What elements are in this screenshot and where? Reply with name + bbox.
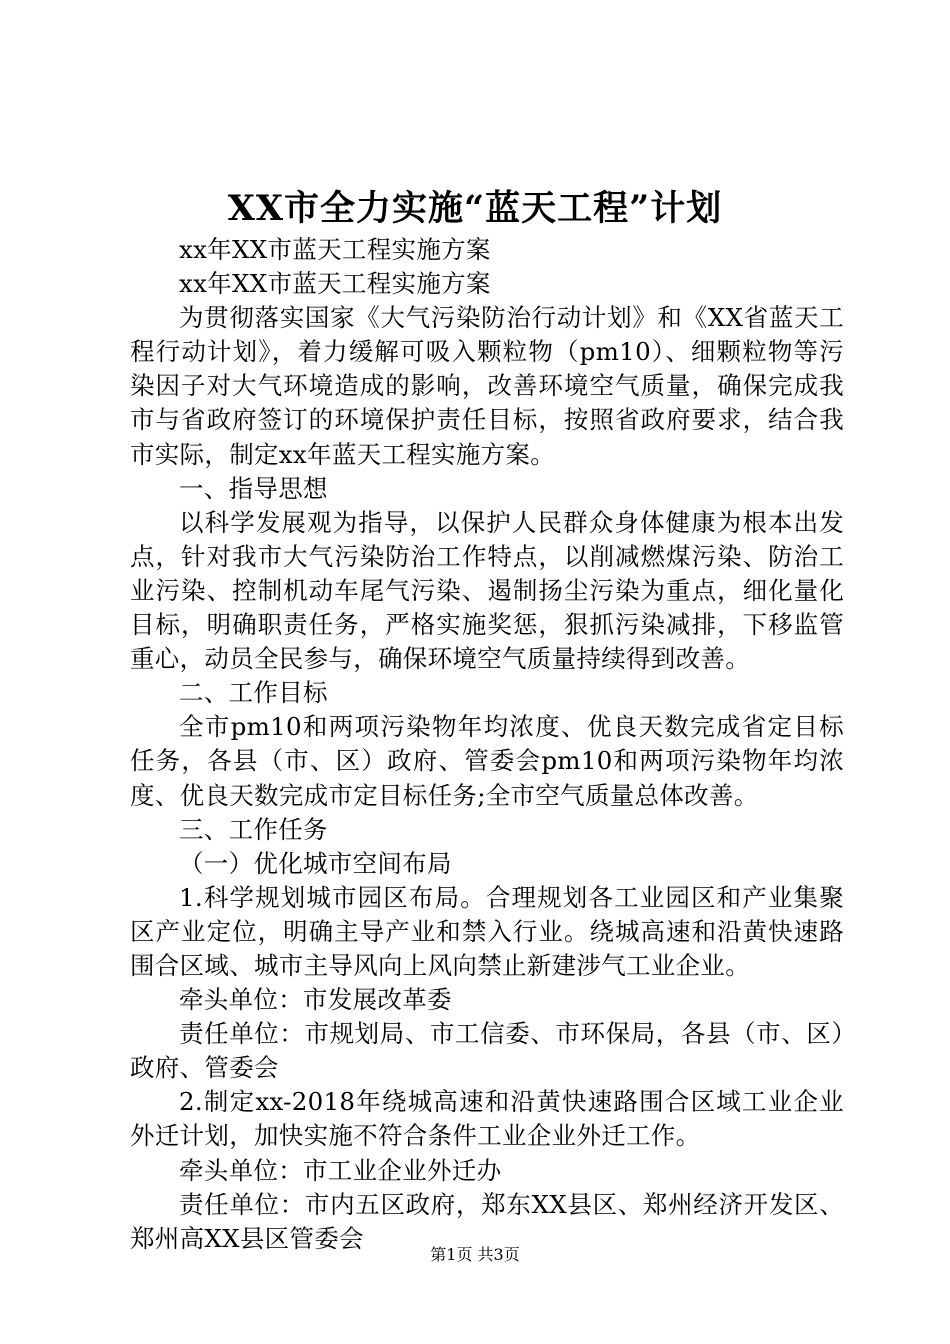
section-heading-work-goals: 二、工作目标 — [179, 678, 328, 708]
section-heading-work-tasks: 三、工作任务 — [179, 814, 328, 844]
paragraph-intro: 为贯彻落实国家《大气污染防治行动计划》和《XX省蓝天工程行动计划》，着力缓解可吸入颗粒物（pm10）、细颗粒物等污染因子对大气环境造成的影响，改善环境空气质量，确保完成我市与省政府签订的环境保护责任目标，按照省政府要求，结合我市实际，制定xx年蓝天工程实施方案。 — [130, 303, 844, 469]
paragraph-lead-unit-2: 牵头单位：市工业企业外迁办 — [179, 1155, 502, 1185]
paragraph-task-2: 2.制定xx-2018年绕城高速和沿黄快速路围合区域工业企业外迁计划，加快实施不符合条件工业企业外迁工作。 — [130, 1087, 844, 1151]
document-title: XX市全力实施“蓝天工程”计划 — [227, 188, 723, 229]
paragraph-work-goals: 全市pm10和两项污染物年均浓度、优良天数完成省定目标任务，各县（市、区）政府、管委会pm10和两项污染物年均浓度、优良天数完成市定目标任务;全市空气质量总体改善。 — [130, 712, 844, 810]
paragraph-task-1: 1.科学规划城市园区布局。合理规划各工业园区和产业集聚区产业定位，明确主导产业和禁入行业。绕城高速和沿黄快速路围合区域、城市主导风向上风向禁止新建涉气工业企业。 — [130, 882, 844, 980]
document-body — [130, 233, 844, 1256]
page-footer: 第1页 共3页 — [430, 1245, 520, 1264]
subsection-heading-urban-layout: （一）优化城市空间布局 — [179, 848, 452, 878]
paragraph-lead-unit-1: 牵头单位：市发展改革委 — [179, 985, 452, 1015]
section-heading-guiding-thought: 一、指导思想 — [179, 473, 328, 503]
paragraph-responsible-units-1: 责任单位：市规划局、市工信委、市环保局，各县（市、区）政府、管委会 — [130, 1019, 844, 1083]
paragraph-responsible-units-2: 责任单位：市内五区政府，郑东XX县区、郑州经济开发区、郑州高XX县区管委会 — [130, 1189, 844, 1253]
paragraph-subtitle-2: xx年XX市蓝天工程实施方案 — [179, 269, 491, 299]
paragraph-subtitle-1: xx年XX市蓝天工程实施方案 — [179, 235, 491, 264]
paragraph-guiding-thought: 以科学发展观为指导，以保护人民群众身体健康为根本出发点，针对我市大气污染防治工作特点，以削减燃煤污染、防治工业污染、控制机动车尾气污染、遏制扬尘污染为重点，细化量化目标，明确职责任务，严格实施奖惩，狠抓污染减排，下移监管重心，动员全民参与，确保环境空气质量持续得到改善。 — [130, 507, 844, 674]
